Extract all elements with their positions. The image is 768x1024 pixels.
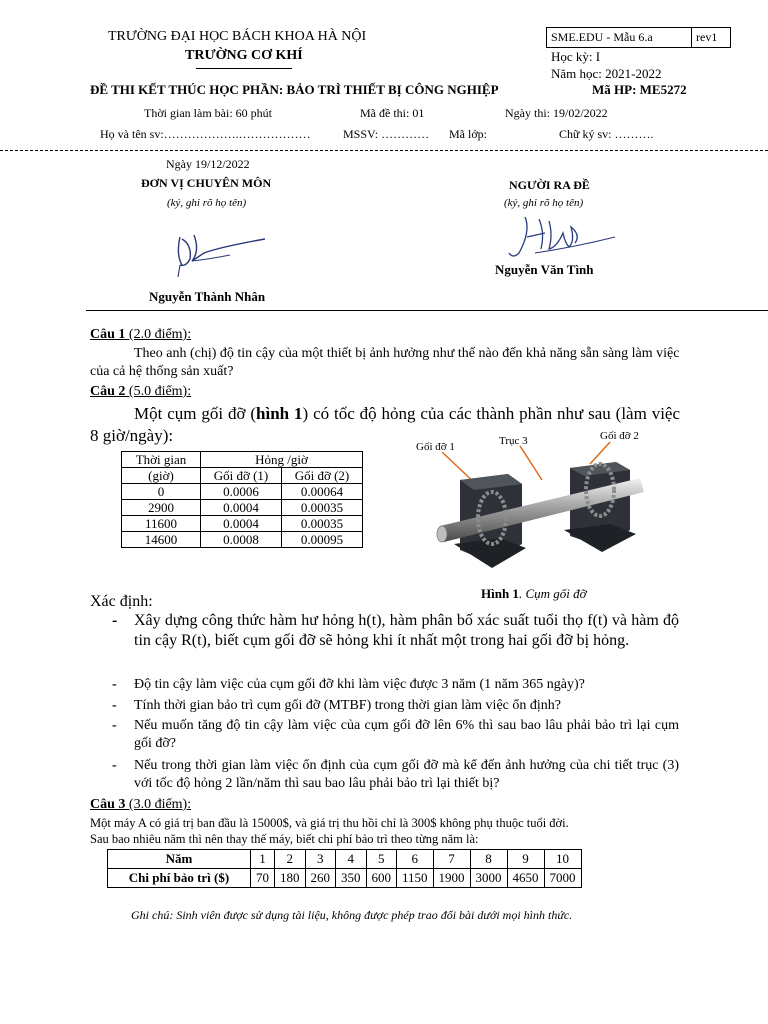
q3-label: Câu 3 bbox=[90, 797, 126, 812]
form-code: SME.EDU - Mẫu 6.a bbox=[547, 28, 692, 47]
exam-title: ĐỀ THI KẾT THÚC HỌC PHẦN: BẢO TRÌ THIẾT BỊ CÔNG NGHIỆP bbox=[90, 82, 499, 97]
q1-label: Câu 1 bbox=[90, 327, 126, 342]
q1-heading bbox=[90, 327, 191, 343]
unit-sign-note: (ký, ghi rõ họ tên) bbox=[167, 197, 247, 209]
unit-title: ĐƠN VỊ CHUYÊN MÔN bbox=[141, 176, 272, 190]
figure-label-bearing1: Gối đỡ 1 bbox=[416, 441, 455, 453]
col-time-header: Thời gian bbox=[122, 452, 201, 468]
approval-date: Ngày 19/12/2022 bbox=[166, 157, 250, 171]
q2-intro: Một cụm gối đỡ (hình 1) có tốc độ hỏng của các thành phần như sau (làm việc 8 giờ/ngày): bbox=[90, 404, 681, 445]
unit-person-name: Nguyễn Thành Nhân bbox=[149, 289, 266, 304]
col-rate-header: Hỏng /giờ bbox=[201, 452, 363, 468]
author-sign-note: (ký, ghi rõ họ tên) bbox=[504, 197, 584, 209]
q2-heading bbox=[90, 384, 191, 400]
revision-code: rev1 bbox=[696, 30, 718, 44]
table-row: 14600 0.0008 0.00095 bbox=[122, 532, 363, 548]
author-person-name: Nguyễn Văn Tình bbox=[495, 262, 594, 277]
table-row: 11600 0.0004 0.00035 bbox=[122, 516, 363, 532]
q3-heading bbox=[90, 797, 191, 813]
q3-text-line2: Sau bao nhiêu năm thì nên thay thế máy, biết chi phí bảo trì theo từng năm là: bbox=[90, 832, 479, 846]
task-text: Nếu muốn tăng độ tin cậy làm việc của cụm gối đỡ lên 6% thì sau bao lâu phải bảo trì lại cụm gối đỡ? bbox=[134, 718, 679, 751]
year-row-label: Năm bbox=[108, 850, 251, 869]
student-id-field: MSSV: ………… bbox=[343, 127, 430, 141]
figure-caption: Hình 1. Cụm gối đỡ bbox=[481, 586, 587, 601]
determine-label: Xác định: bbox=[90, 593, 153, 610]
exam-code: Mã đề thi: 01 bbox=[360, 106, 425, 120]
approval-separator bbox=[86, 310, 768, 311]
author-signature-icon bbox=[505, 213, 620, 261]
semester: Học kỳ: I bbox=[551, 49, 601, 64]
task-text: Xây dựng công thức hàm hư hỏng h(t), hàm phân bố xác suất tuổi thọ f(t) và hàm độ tin cậy R(t), biết cụm gối đỡ sẽ hỏng khi ít nhất một trong hai gối đỡ bị hỏng. bbox=[134, 612, 679, 649]
task-text: Độ tin cậy làm việc của cụm gối đỡ khi làm việc được 3 năm (1 năm 365 ngày)? bbox=[134, 677, 585, 692]
q3-text-line1: Một máy A có giá trị ban đầu là 15000$, và giá trị thu hồi chỉ là 300$ không phụ thuộc tuổi đời. bbox=[90, 816, 569, 830]
figure-label-shaft: Trục 3 bbox=[499, 435, 528, 447]
course-code: Mã HP: ME5272 bbox=[592, 82, 687, 97]
maintenance-cost-table bbox=[107, 849, 582, 888]
task-text: Nếu trong thời gian làm việc ổn định của cụm gối đỡ mà kể đến ảnh hưởng của chi tiết trục (3) với tốc độ hỏng 2 lần/năm thì sau bao lâu phải bảo trì lại thiết bị? bbox=[134, 758, 679, 791]
figure-label-bearing2: Gối đỡ 2 bbox=[600, 430, 639, 442]
q3-points: (3.0 điểm): bbox=[125, 797, 192, 812]
q1-points: (2.0 điểm): bbox=[125, 327, 192, 342]
col-time-unit: (giờ) bbox=[122, 468, 201, 484]
school-name: TRƯỜNG CƠ KHÍ bbox=[185, 48, 303, 63]
task-text: Tính thời gian bảo trì cụm gối đỡ (MTBF) trong thời gian làm việc ổn định? bbox=[134, 698, 561, 713]
dashed-separator bbox=[0, 150, 768, 151]
table-row: Chi phí bảo trì ($) 70 180 260 350 600 1150 1900 3000 4650 7000 bbox=[108, 869, 582, 888]
author-title: NGƯỜI RA ĐỀ bbox=[509, 178, 590, 192]
student-signature-field: Chữ ký sv: ………. bbox=[559, 127, 654, 141]
school-year: Năm học: 2021-2022 bbox=[551, 66, 662, 81]
q2-label: Câu 2 bbox=[90, 384, 126, 399]
footnote: Ghi chú: Sinh viên được sử dụng tài liệu, không được phép trao đổi bài dưới mọi hình thức. bbox=[131, 908, 573, 922]
table-row: 0 0.0006 0.00064 bbox=[122, 484, 363, 500]
failure-rate-table bbox=[121, 451, 363, 548]
form-code-box bbox=[546, 27, 731, 48]
student-name-field: Họ và tên sv:……………….……………… bbox=[100, 127, 311, 141]
unit-signature-icon bbox=[170, 225, 270, 285]
table-row: 2900 0.0004 0.00035 bbox=[122, 500, 363, 516]
table-row: Năm 1 2 3 4 5 6 7 8 9 10 bbox=[108, 850, 582, 869]
exam-date: Ngày thi: 19/02/2022 bbox=[505, 106, 608, 120]
cost-row-label: Chi phí bảo trì ($) bbox=[108, 869, 251, 888]
exam-duration: Thời gian làm bài: 60 phút bbox=[144, 106, 272, 120]
class-code-field: Mã lớp: bbox=[449, 127, 488, 141]
q2-points: (5.0 điểm): bbox=[125, 384, 192, 399]
q1-text: Theo anh (chị) độ tin cậy của một thiết bị ảnh hưởng như thế nào đến khả năng sẵn sàng làm việc của cả hệ thống sản xuất? bbox=[90, 346, 680, 379]
school-underline bbox=[196, 68, 292, 69]
bearing-assembly-image bbox=[430, 440, 650, 580]
col-bearing1-header: Gối đỡ (1) bbox=[201, 468, 282, 484]
university-name: TRƯỜNG ĐẠI HỌC BÁCH KHOA HÀ NỘI bbox=[108, 29, 367, 44]
col-bearing2-header: Gối đỡ (2) bbox=[282, 468, 363, 484]
